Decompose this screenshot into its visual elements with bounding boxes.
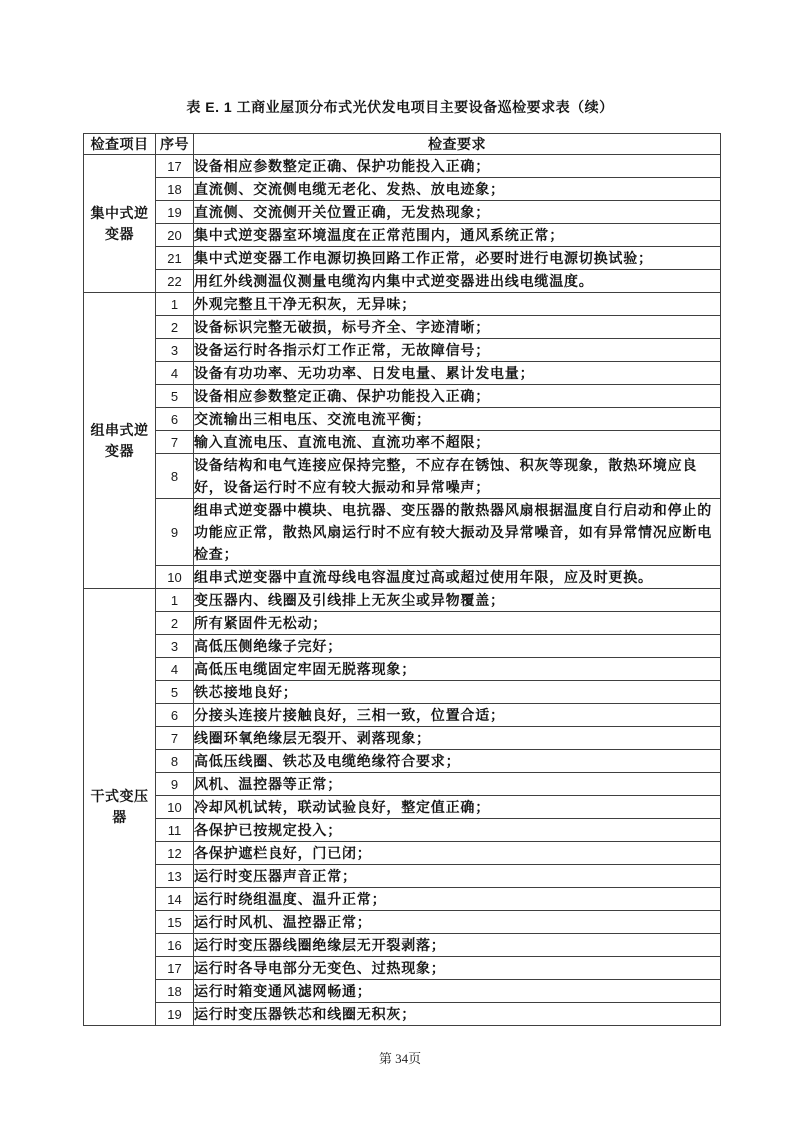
inspection-item-cell: 干式变压器 [84, 589, 156, 1026]
table-row [84, 957, 721, 980]
requirement-cell: 直流侧、交流侧开关位置正确，无发热现象； [194, 201, 721, 224]
serial-number-cell: 8 [156, 750, 194, 773]
table-row [84, 566, 721, 589]
table-row [84, 155, 721, 178]
requirement-cell: 运行时变压器声音正常； [194, 865, 721, 888]
table-row [84, 1003, 721, 1026]
serial-number-cell: 22 [156, 270, 194, 293]
serial-number-cell: 10 [156, 796, 194, 819]
table-row [84, 819, 721, 842]
table-row [84, 612, 721, 635]
serial-number-cell: 8 [156, 454, 194, 499]
requirement-cell: 设备运行时各指示灯工作正常，无故障信号； [194, 339, 721, 362]
table-row [84, 270, 721, 293]
requirement-cell: 运行时风机、温控器正常； [194, 911, 721, 934]
serial-number-cell: 7 [156, 727, 194, 750]
table-row [84, 681, 721, 704]
serial-number-cell: 17 [156, 957, 194, 980]
table-row [84, 911, 721, 934]
serial-number-cell: 1 [156, 589, 194, 612]
serial-number-cell: 6 [156, 704, 194, 727]
serial-number-cell: 5 [156, 385, 194, 408]
table-row [84, 385, 721, 408]
table-row [84, 750, 721, 773]
serial-number-cell: 10 [156, 566, 194, 589]
table-row [84, 796, 721, 819]
serial-number-cell: 19 [156, 1003, 194, 1026]
requirement-cell: 铁芯接地良好； [194, 681, 721, 704]
requirement-cell: 所有紧固件无松动； [194, 612, 721, 635]
inspection-item-cell: 组串式逆变器 [84, 293, 156, 589]
serial-number-cell: 14 [156, 888, 194, 911]
serial-number-cell: 19 [156, 201, 194, 224]
page-number: 第 34页 [378, 1051, 422, 1066]
table-row [84, 842, 721, 865]
requirement-cell: 各保护遮栏良好，门已闭； [194, 842, 721, 865]
table-row [84, 658, 721, 681]
table-row [84, 635, 721, 658]
column-header-3: 检查要求 [194, 134, 721, 155]
table-title: 表 E. 1 工商业屋顶分布式光伏发电项目主要设备巡检要求表（续） [186, 99, 614, 115]
column-header-1: 检查项目 [84, 134, 156, 155]
table-row [84, 408, 721, 431]
serial-number-cell: 13 [156, 865, 194, 888]
table-row [84, 339, 721, 362]
serial-number-cell: 18 [156, 178, 194, 201]
requirement-cell: 集中式逆变器室环境温度在正常范围内，通风系统正常； [194, 224, 721, 247]
serial-number-cell: 4 [156, 658, 194, 681]
table-row [84, 499, 721, 566]
serial-number-cell: 11 [156, 819, 194, 842]
serial-number-cell: 5 [156, 681, 194, 704]
table-row [84, 934, 721, 957]
serial-number-cell: 18 [156, 980, 194, 1003]
serial-number-cell: 12 [156, 842, 194, 865]
table-row [84, 201, 721, 224]
inspection-table [83, 133, 721, 1026]
serial-number-cell: 9 [156, 499, 194, 566]
table-row [84, 727, 721, 750]
serial-number-cell: 7 [156, 431, 194, 454]
table-row [84, 980, 721, 1003]
requirement-cell: 组串式逆变器中直流母线电容温度过高或超过使用年限，应及时更换。 [194, 566, 721, 589]
requirement-cell: 风机、温控器等正常； [194, 773, 721, 796]
requirement-cell: 高低压电缆固定牢固无脱落现象； [194, 658, 721, 681]
table-row [84, 362, 721, 385]
requirement-cell: 集中式逆变器工作电源切换回路工作正常，必要时进行电源切换试验； [194, 247, 721, 270]
requirement-cell: 交流输出三相电压、交流电流平衡； [194, 408, 721, 431]
serial-number-cell: 3 [156, 339, 194, 362]
requirement-cell: 设备有功功率、无功功率、日发电量、累计发电量； [194, 362, 721, 385]
requirement-cell: 设备结构和电气连接应保持完整，不应存在锈蚀、积灰等现象，散热环境应良好，设备运行时不应有较大振动和异常噪声； [194, 454, 721, 499]
serial-number-cell: 4 [156, 362, 194, 385]
table-row [84, 704, 721, 727]
requirement-cell: 各保护已按规定投入； [194, 819, 721, 842]
requirement-cell: 输入直流电压、直流电流、直流功率不超限； [194, 431, 721, 454]
requirement-cell: 变压器内、线圈及引线排上无灰尘或异物覆盖； [194, 589, 721, 612]
table-row [84, 178, 721, 201]
requirement-cell: 组串式逆变器中模块、电抗器、变压器的散热器风扇根据温度自行启动和停止的功能应正常，散热风扇运行时不应有较大振动及异常噪音，如有异常情况应断电检查； [194, 499, 721, 566]
requirement-cell: 设备标识完整无破损，标号齐全、字迹清晰； [194, 316, 721, 339]
table-row [84, 888, 721, 911]
requirement-cell: 高低压侧绝缘子完好； [194, 635, 721, 658]
serial-number-cell: 17 [156, 155, 194, 178]
table-row [84, 589, 721, 612]
requirement-cell: 线圈环氧绝缘层无裂开、剥落现象； [194, 727, 721, 750]
requirement-cell: 外观完整且干净无积灰，无异味； [194, 293, 721, 316]
requirement-cell: 运行时各导电部分无变色、过热现象； [194, 957, 721, 980]
requirement-cell: 设备相应参数整定正确、保护功能投入正确； [194, 385, 721, 408]
serial-number-cell: 21 [156, 247, 194, 270]
serial-number-cell: 3 [156, 635, 194, 658]
table-row [84, 454, 721, 499]
serial-number-cell: 9 [156, 773, 194, 796]
serial-number-cell: 15 [156, 911, 194, 934]
table-row [84, 224, 721, 247]
table-row [84, 865, 721, 888]
table-row [84, 773, 721, 796]
serial-number-cell: 1 [156, 293, 194, 316]
table-row [84, 316, 721, 339]
requirement-cell: 运行时变压器线圈绝缘层无开裂剥落； [194, 934, 721, 957]
requirement-cell: 直流侧、交流侧电缆无老化、发热、放电迹象； [194, 178, 721, 201]
requirement-cell: 冷却风机试转，联动试验良好，整定值正确； [194, 796, 721, 819]
table-row [84, 293, 721, 316]
serial-number-cell: 16 [156, 934, 194, 957]
requirement-cell: 运行时箱变通风滤网畅通； [194, 980, 721, 1003]
requirement-cell: 高低压线圈、铁芯及电缆绝缘符合要求； [194, 750, 721, 773]
serial-number-cell: 6 [156, 408, 194, 431]
table-row [84, 431, 721, 454]
requirement-cell: 设备相应参数整定正确、保护功能投入正确； [194, 155, 721, 178]
table-row [84, 247, 721, 270]
requirement-cell: 分接头连接片接触良好，三相一致，位置合适； [194, 704, 721, 727]
column-header-2: 序号 [156, 134, 194, 155]
table-header [84, 134, 721, 155]
serial-number-cell: 2 [156, 316, 194, 339]
requirement-cell: 用红外线测温仪测量电缆沟内集中式逆变器进出线电缆温度。 [194, 270, 721, 293]
requirement-cell: 运行时变压器铁芯和线圈无积灰； [194, 1003, 721, 1026]
serial-number-cell: 20 [156, 224, 194, 247]
serial-number-cell: 2 [156, 612, 194, 635]
requirement-cell: 运行时绕组温度、温升正常； [194, 888, 721, 911]
inspection-item-cell: 集中式逆变器 [84, 155, 156, 293]
table-body [84, 155, 721, 1026]
